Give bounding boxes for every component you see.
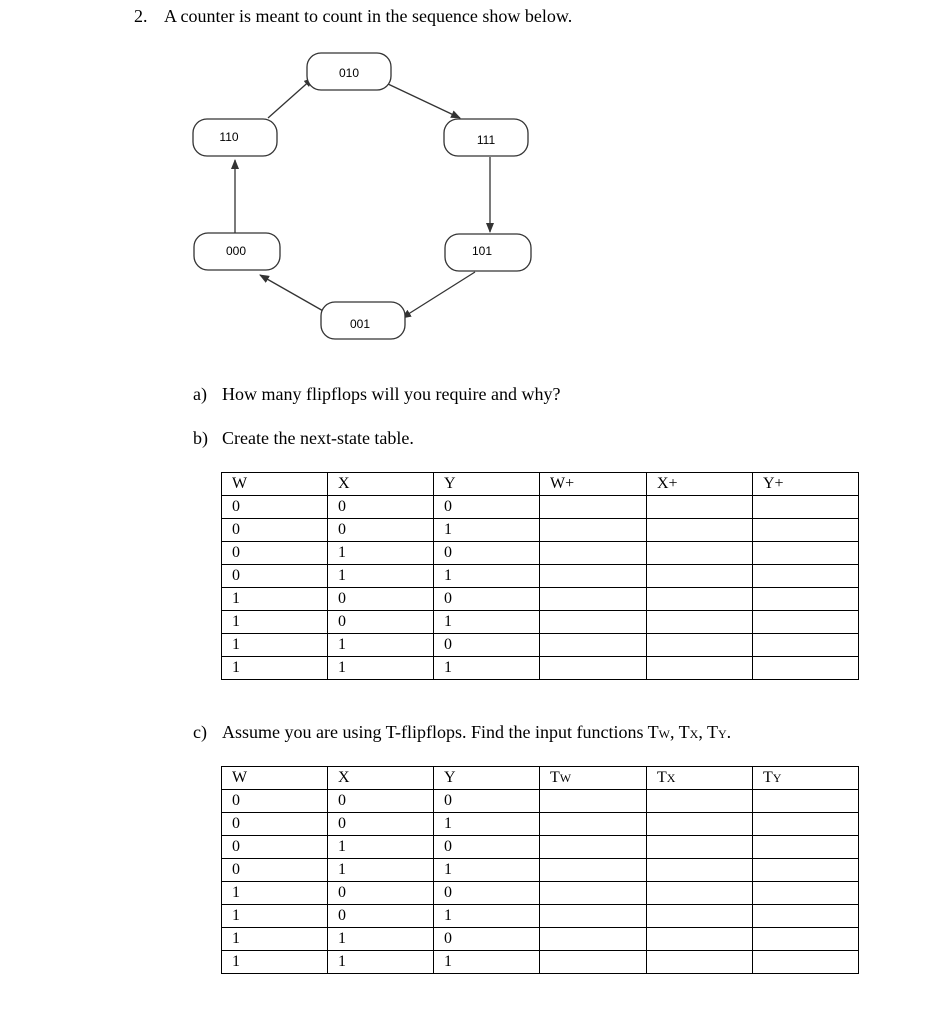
- cell: 1: [434, 611, 540, 634]
- cell: 1: [222, 928, 328, 951]
- table-row: [222, 542, 859, 565]
- cell: 0: [328, 882, 434, 905]
- cell[interactable]: [540, 611, 647, 634]
- table-row: [222, 565, 859, 588]
- edge-110-010: [268, 78, 313, 118]
- period: .: [726, 722, 732, 742]
- header-cell: Y: [434, 473, 540, 496]
- cell[interactable]: [647, 588, 753, 611]
- table-row: [222, 790, 859, 813]
- cell[interactable]: [647, 496, 753, 519]
- cell: 1: [434, 657, 540, 680]
- cell[interactable]: [647, 542, 753, 565]
- cell[interactable]: [647, 951, 753, 974]
- table-row: [222, 951, 859, 974]
- cell[interactable]: [753, 928, 859, 951]
- cell: 0: [434, 790, 540, 813]
- cell: 0: [222, 519, 328, 542]
- header-cell-tx: [647, 767, 753, 790]
- cell[interactable]: [647, 790, 753, 813]
- cell: 0: [434, 588, 540, 611]
- part-c: [193, 722, 731, 743]
- cell: 1: [222, 611, 328, 634]
- cell: 1: [328, 542, 434, 565]
- state-diagram: [180, 40, 560, 350]
- svg-text:111: 111: [476, 133, 496, 147]
- cell: 0: [222, 836, 328, 859]
- cell[interactable]: [647, 859, 753, 882]
- cell: 1: [328, 657, 434, 680]
- cell[interactable]: [753, 657, 859, 680]
- state-node-010: [307, 53, 391, 90]
- cell: 0: [222, 496, 328, 519]
- cell[interactable]: [540, 565, 647, 588]
- cell[interactable]: [753, 496, 859, 519]
- cell: 1: [434, 951, 540, 974]
- question-text: A counter is meant to count in the sequence show below.: [164, 6, 573, 26]
- state-node-110: [193, 119, 277, 156]
- cell[interactable]: [540, 905, 647, 928]
- cell: 1: [222, 588, 328, 611]
- cell[interactable]: [647, 928, 753, 951]
- table-header-row: [222, 767, 859, 790]
- cell[interactable]: [540, 928, 647, 951]
- cell[interactable]: [753, 611, 859, 634]
- state-node-000: [194, 233, 280, 270]
- table-row: [222, 859, 859, 882]
- cell[interactable]: [647, 836, 753, 859]
- cell[interactable]: [540, 657, 647, 680]
- cell: 0: [434, 542, 540, 565]
- header-sub: Y: [772, 771, 782, 785]
- header-t: T: [550, 769, 560, 786]
- cell: 0: [222, 813, 328, 836]
- table-row: [222, 588, 859, 611]
- part-a-label: a): [193, 384, 207, 404]
- table-row: [222, 882, 859, 905]
- table-row: [222, 928, 859, 951]
- header-t: T: [657, 769, 667, 786]
- cell: 0: [222, 790, 328, 813]
- question-number: 2.: [134, 6, 148, 26]
- cell[interactable]: [540, 519, 647, 542]
- table-row: [222, 836, 859, 859]
- cell[interactable]: [753, 519, 859, 542]
- cell: 1: [222, 882, 328, 905]
- cell[interactable]: [753, 951, 859, 974]
- svg-text:010: 010: [338, 66, 360, 80]
- cell: 0: [328, 611, 434, 634]
- cell: 0: [434, 928, 540, 951]
- cell: 1: [222, 951, 328, 974]
- cell: 0: [434, 496, 540, 519]
- header-sub: W: [559, 771, 572, 785]
- cell[interactable]: [647, 813, 753, 836]
- table-row: [222, 634, 859, 657]
- cell: 0: [328, 588, 434, 611]
- cell[interactable]: [540, 813, 647, 836]
- table-header-row: [222, 473, 859, 496]
- cell: 1: [328, 859, 434, 882]
- subscript-x: X: [689, 727, 699, 741]
- cell[interactable]: [647, 519, 753, 542]
- cell: 1: [222, 905, 328, 928]
- cell: 1: [222, 657, 328, 680]
- table-row: [222, 813, 859, 836]
- edge-001-000: [260, 275, 325, 312]
- cell: 1: [434, 859, 540, 882]
- header-cell: Y+: [753, 473, 859, 496]
- part-b-label: b): [193, 428, 208, 448]
- header-t: T: [763, 769, 773, 786]
- cell: 1: [434, 813, 540, 836]
- cell: 0: [328, 790, 434, 813]
- cell: 0: [434, 634, 540, 657]
- table-row: [222, 905, 859, 928]
- part-c-text: Assume you are using T-flipflops. Find the input functions T: [222, 722, 659, 742]
- cell: 0: [328, 496, 434, 519]
- next-state-table: [221, 472, 859, 680]
- edge-010-111: [388, 84, 460, 118]
- header-sub: X: [666, 771, 676, 785]
- cell[interactable]: [540, 951, 647, 974]
- svg-text:110: 110: [219, 130, 239, 144]
- cell[interactable]: [753, 859, 859, 882]
- header-cell-tw: [540, 767, 647, 790]
- part-b-text: Create the next-state table.: [222, 428, 414, 448]
- cell: 1: [328, 634, 434, 657]
- cell[interactable]: [753, 905, 859, 928]
- table-row: [222, 657, 859, 680]
- state-node-001: [321, 302, 405, 339]
- cell: 1: [434, 565, 540, 588]
- subscript-y: Y: [718, 727, 727, 741]
- subscript-w: W: [658, 727, 670, 741]
- cell: 0: [434, 882, 540, 905]
- cell[interactable]: [540, 634, 647, 657]
- cell[interactable]: [753, 836, 859, 859]
- cell[interactable]: [753, 588, 859, 611]
- cell: 0: [222, 859, 328, 882]
- cell[interactable]: [753, 542, 859, 565]
- cell[interactable]: [647, 657, 753, 680]
- svg-text:000: 000: [225, 244, 247, 258]
- cell: 1: [328, 836, 434, 859]
- cell[interactable]: [540, 496, 647, 519]
- cell[interactable]: [647, 611, 753, 634]
- header-cell: Y: [434, 767, 540, 790]
- cell[interactable]: [540, 882, 647, 905]
- part-b: [193, 428, 414, 449]
- cell[interactable]: [540, 790, 647, 813]
- separator: , T: [698, 722, 718, 742]
- part-a: [193, 384, 560, 405]
- cell[interactable]: [540, 859, 647, 882]
- table-row: [222, 519, 859, 542]
- cell: 1: [328, 951, 434, 974]
- header-cell: W: [222, 473, 328, 496]
- table-row: [222, 611, 859, 634]
- header-cell: W+: [540, 473, 647, 496]
- cell: 1: [328, 565, 434, 588]
- cell: 0: [222, 542, 328, 565]
- header-cell: W: [222, 767, 328, 790]
- state-node-111: [444, 119, 528, 156]
- cell: 1: [222, 634, 328, 657]
- separator: , T: [669, 722, 690, 742]
- cell[interactable]: [540, 588, 647, 611]
- state-node-101: [445, 234, 531, 271]
- header-cell: X: [328, 473, 434, 496]
- cell: 1: [434, 519, 540, 542]
- cell: 0: [328, 905, 434, 928]
- cell[interactable]: [753, 565, 859, 588]
- cell[interactable]: [647, 905, 753, 928]
- header-cell-ty: [753, 767, 859, 790]
- part-c-label: c): [193, 722, 207, 742]
- cell[interactable]: [540, 542, 647, 565]
- svg-text:101: 101: [471, 244, 493, 258]
- table-row: [222, 496, 859, 519]
- t-flipflop-table: [221, 766, 859, 974]
- cell: 0: [434, 836, 540, 859]
- cell: 1: [434, 905, 540, 928]
- cell[interactable]: [753, 882, 859, 905]
- header-cell: X: [328, 767, 434, 790]
- cell: 0: [222, 565, 328, 588]
- cell[interactable]: [753, 790, 859, 813]
- cell: 1: [328, 928, 434, 951]
- cell[interactable]: [647, 634, 753, 657]
- cell[interactable]: [647, 882, 753, 905]
- question-heading: [134, 6, 572, 27]
- header-cell: X+: [647, 473, 753, 496]
- cell: 0: [328, 813, 434, 836]
- edge-101-001: [402, 272, 475, 318]
- cell[interactable]: [753, 634, 859, 657]
- svg-text:001: 001: [349, 317, 371, 331]
- cell[interactable]: [540, 836, 647, 859]
- cell: 0: [328, 519, 434, 542]
- part-a-text: How many flipflops will you require and why?: [222, 384, 561, 404]
- cell[interactable]: [647, 565, 753, 588]
- cell[interactable]: [753, 813, 859, 836]
